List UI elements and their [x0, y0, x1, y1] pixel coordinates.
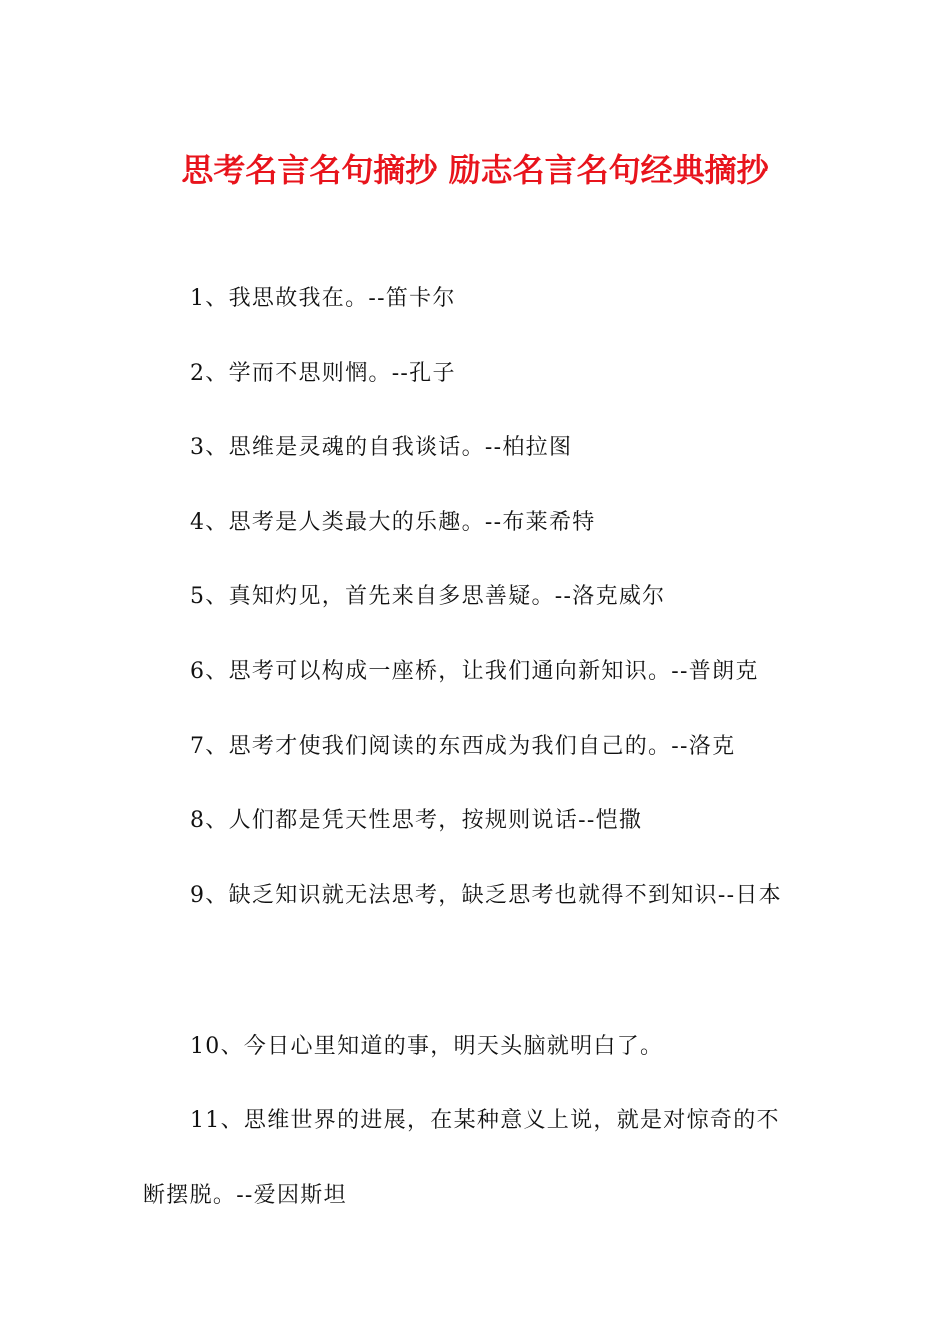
quote-line: 1、我思故我在。--笛卡尔 — [190, 286, 456, 311]
quote-line-continuation: 断摆脱。--爱因斯坦 — [143, 1183, 347, 1208]
quote-line: 9、缺乏知识就无法思考，缺乏思考也就得不到知识--日本 — [190, 883, 782, 908]
quote-line: 2、学而不思则惘。--孔子 — [190, 361, 456, 386]
quote-line: 10、今日心里知道的事，明天头脑就明白了。 — [190, 1034, 664, 1059]
quote-line: 7、思考才使我们阅读的东西成为我们自己的。--洛克 — [190, 734, 736, 759]
quote-line: 11、思维世界的进展，在某种意义上说，就是对惊奇的不 — [190, 1108, 780, 1133]
quote-line: 6、思考可以构成一座桥，让我们通向新知识。--普朗克 — [190, 659, 759, 684]
document-title: 思考名言名句摘抄 励志名言名句经典摘抄 — [181, 151, 769, 189]
quote-line: 8、人们都是凭天性思考，按规则说话--恺撒 — [190, 808, 643, 833]
quote-line: 3、思维是灵魂的自我谈话。--柏拉图 — [190, 435, 573, 460]
quote-line: 5、真知灼见，首先来自多思善疑。--洛克威尔 — [190, 584, 666, 609]
quote-line: 4、思考是人类最大的乐趣。--布莱希特 — [190, 510, 596, 535]
